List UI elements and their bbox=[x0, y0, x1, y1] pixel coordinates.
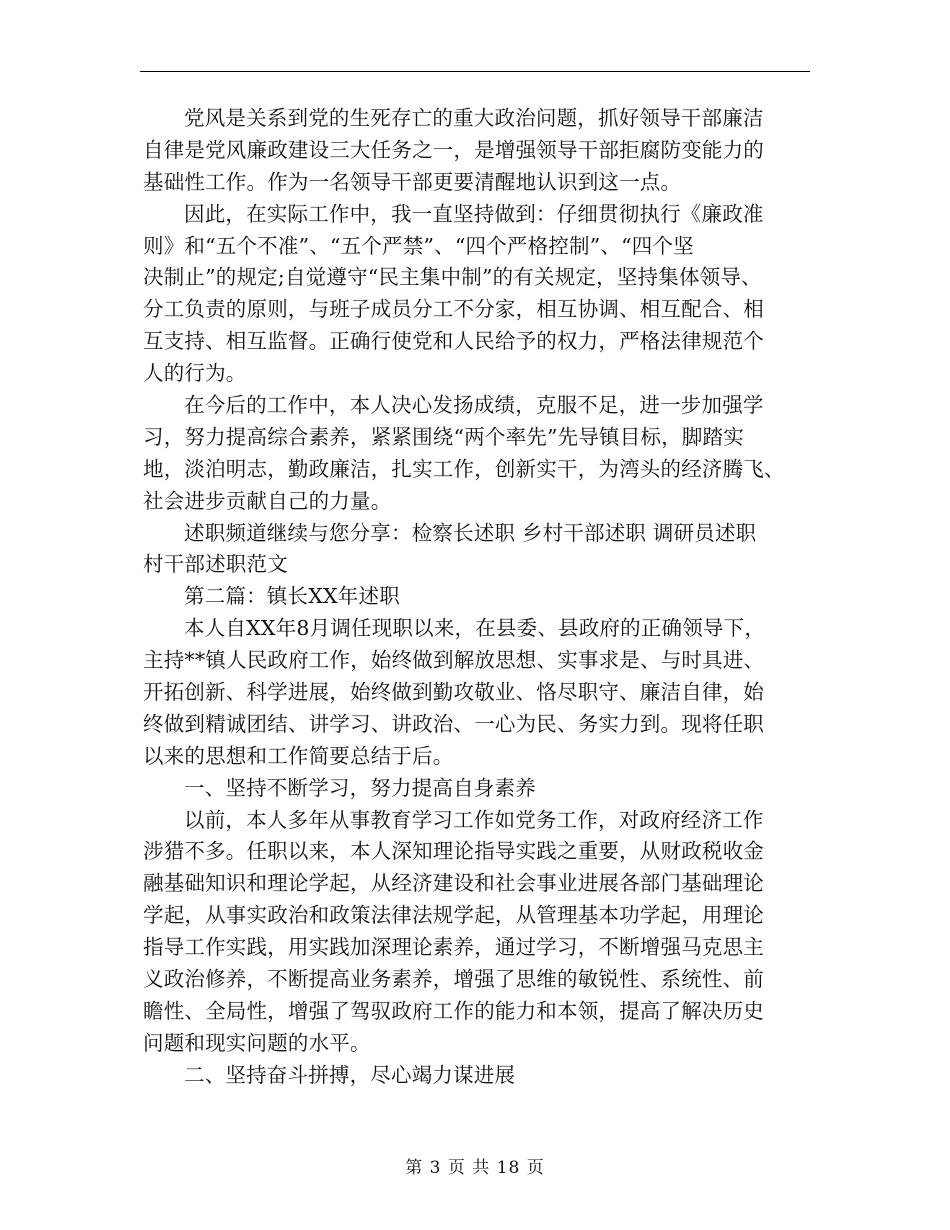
text-line: 以前，本人多年从事教育学习工作如党务工作，对政府经济工作 bbox=[184, 807, 764, 832]
text-line: 村干部述职范文 bbox=[143, 552, 288, 577]
text-line: 终做到精诚团结、讲学习、讲政治、一心为民、务实力到。现将任职 bbox=[143, 711, 764, 736]
text-line: 述职频道继续与您分享：检察长述职 乡村干部述职 调研员述职 bbox=[184, 520, 757, 545]
text-line: 基础性工作。作为一名领导干部更要清醒地认识到这一点。 bbox=[143, 169, 682, 194]
text-line: 分工负责的原则，与班子成员分工不分家，相互协调、相互配合、相 bbox=[143, 297, 764, 322]
text-line: 涉猎不多。任职以来，本人深知理论指导实践之重要，从财政税收金 bbox=[143, 839, 764, 864]
text-line: 因此，在实际工作中，我一直坚持做到：仔细贯彻执行《廉政准 bbox=[184, 201, 764, 226]
document-body bbox=[143, 103, 818, 1092]
text-line: 融基础知识和理论学起，从经济建设和社会事业进展各部门基础理论 bbox=[143, 871, 764, 896]
header-rule bbox=[140, 71, 810, 72]
text-line: 决制止”的规定;自觉遵守“民主集中制”的有关规定，坚持集体领导、 bbox=[143, 265, 762, 290]
text-line: 一、坚持不断学习，努力提高自身素养 bbox=[184, 775, 536, 800]
text-line: 主持**镇人民政府工作，始终做到解放思想、实事求是、与时具进、 bbox=[143, 648, 765, 673]
text-line: 在今后的工作中，本人决心发扬成绩，克服不足，进一步加强学 bbox=[184, 393, 764, 418]
text-line: 社会进步贡献自己的力量。 bbox=[143, 488, 392, 513]
text-line: 指导工作实践，用实践加深理论素养，通过学习，不断增强马克思主 bbox=[143, 935, 764, 960]
text-line: 以来的思想和工作简要总结于后。 bbox=[143, 743, 454, 768]
text-line: 则》和“五个不准”、“五个严禁”、“四个严格控制”、“四个坚 bbox=[143, 233, 694, 258]
text-line: 人的行为。 bbox=[143, 361, 247, 386]
text-line: 二、坚持奋斗拼搏，尽心竭力谋进展 bbox=[184, 1062, 516, 1087]
text-line: 义政治修养，不断提高业务素养，增强了思维的敏锐性、系统性、前 bbox=[143, 967, 764, 992]
text-line: 开拓创新、科学进展，始终做到勤攻敬业、恪尽职守、廉洁自律，始 bbox=[143, 680, 764, 705]
text-line: 地，淡泊明志，勤政廉洁，扎实工作，创新实干，为湾头的经济腾飞、 bbox=[143, 456, 785, 481]
text-line: 习，努力提高综合素养，紧紧围绕“两个率先”先导镇目标，脚踏实 bbox=[143, 424, 744, 449]
text-line: 互支持、相互监督。正确行使党和人民给予的权力，严格法律规范个 bbox=[143, 329, 764, 354]
text-line: 自律是党风廉政建设三大任务之一，是增强领导干部拒腐防变能力的 bbox=[143, 137, 764, 162]
text-line: 第二篇：镇长XX年述职 bbox=[184, 584, 400, 609]
text-line: 瞻性、全局性，增强了驾驭政府工作的能力和本领，提高了解决历史 bbox=[143, 998, 764, 1023]
page-footer: 第 3 页 共 18 页 bbox=[405, 1158, 545, 1178]
text-line: 本人自XX年8月调任现职以来，在县委、县政府的正确领导下， bbox=[184, 616, 766, 641]
text-line: 问题和现实问题的水平。 bbox=[143, 1030, 371, 1055]
text-line: 学起，从事实政治和政策法律法规学起，从管理基本功学起，用理论 bbox=[143, 903, 764, 928]
text-line: 党风是关系到党的生死存亡的重大政治问题，抓好领导干部廉洁 bbox=[184, 106, 764, 130]
